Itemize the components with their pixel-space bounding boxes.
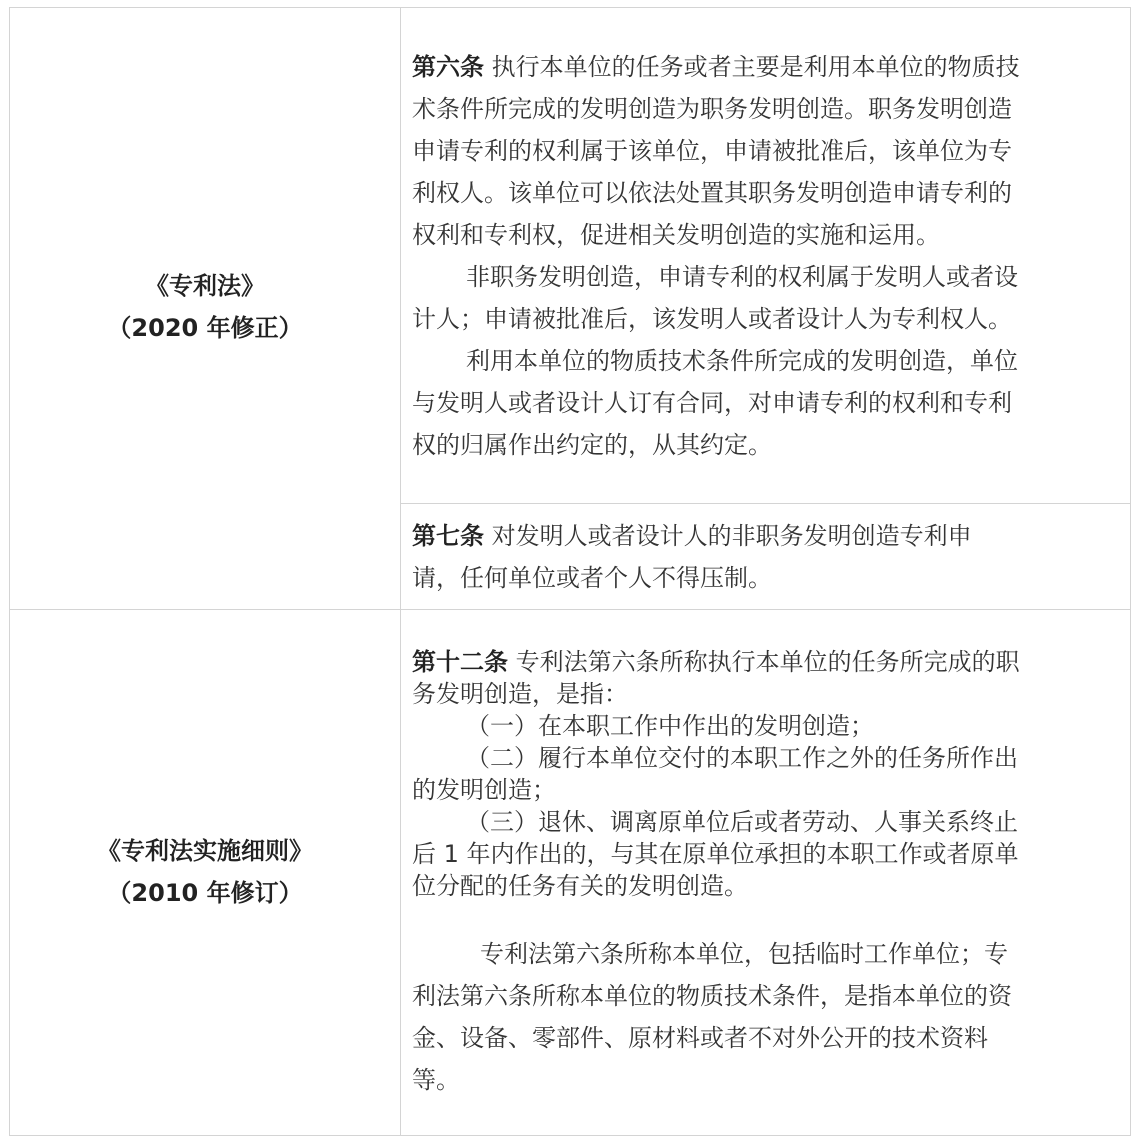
- article-line: 权的归属作出约定的，从其约定。: [412, 431, 772, 459]
- article-6: [412, 46, 1132, 466]
- article-line: 权利和专利权，促进相关发明创造的实施和运用。: [412, 221, 940, 249]
- article-12: [412, 646, 1132, 902]
- article-line: 第六条 执行本单位的任务或者主要是利用本单位的物质技: [412, 53, 1020, 81]
- article-line: （二）履行本单位交付的本职工作之外的任务所作出: [466, 744, 1018, 772]
- article-line: 请，任何单位或者个人不得压制。: [412, 564, 772, 592]
- article-line: 金、设备、零部件、原材料或者不对外公开的技术资料: [412, 1024, 988, 1052]
- law-name: 《专利法实施细则》: [97, 837, 313, 865]
- article-line: 与发明人或者设计人订有合同，对申请专利的权利和专利: [412, 389, 1012, 417]
- row-divider-article-7: [400, 503, 1131, 504]
- law-name: 《专利法》: [145, 272, 265, 300]
- article-7: [412, 515, 1132, 599]
- article-line: 申请专利的权利属于该单位，申请被批准后，该单位为专: [412, 137, 1012, 165]
- article-number: 第七条: [412, 522, 484, 550]
- article-line: 务发明创造，是指：: [412, 680, 628, 708]
- article-line: （一）在本职工作中作出的发明创造；: [466, 712, 874, 740]
- article-line: 专利法第六条所称本单位，包括临时工作单位；专: [480, 940, 1008, 968]
- article-line: 计人；申请被批准后，该发明人或者设计人为专利权人。: [412, 305, 1012, 333]
- article-line: 利法第六条所称本单位的物质技术条件，是指本单位的资: [412, 982, 1012, 1010]
- article-number: 第十二条: [412, 648, 508, 676]
- article-line: 第十二条 专利法第六条所称执行本单位的任务所完成的职: [412, 648, 1020, 676]
- article-line: 利用本单位的物质技术条件所完成的发明创造，单位: [466, 347, 1018, 375]
- column-divider: [400, 7, 401, 1136]
- article-line: 术条件所完成的发明创造为职务发明创造。职务发明创造: [412, 95, 1012, 123]
- law-title-patent-law: [9, 265, 401, 349]
- article-line: 等。: [412, 1066, 460, 1094]
- article-line: 利权人。该单位可以依法处置其职务发明创造申请专利的: [412, 179, 1012, 207]
- table-border-left: [9, 7, 10, 1136]
- table-border-bottom: [9, 1135, 1131, 1136]
- article-12-paragraph-2: [412, 933, 1132, 1101]
- table-border-top: [9, 7, 1131, 8]
- article-line: 第七条 对发明人或者设计人的非职务发明创造专利申: [412, 522, 972, 550]
- article-line: 的发明创造；: [412, 776, 556, 804]
- article-line: 位分配的任务有关的发明创造。: [412, 872, 748, 900]
- law-title-implementing-rules: [9, 830, 401, 914]
- row-divider-rules: [9, 609, 1131, 610]
- article-line: （三）退休、调离原单位后或者劳动、人事关系终止: [466, 808, 1018, 836]
- article-line: 非职务发明创造，申请专利的权利属于发明人或者设: [466, 263, 1018, 291]
- article-number: 第六条: [412, 53, 484, 81]
- law-version: （2020 年修正）: [107, 314, 303, 342]
- article-line: 后 1 年内作出的，与其在原单位承担的本职工作或者原单: [412, 840, 1019, 868]
- law-version: （2010 年修订）: [107, 879, 303, 907]
